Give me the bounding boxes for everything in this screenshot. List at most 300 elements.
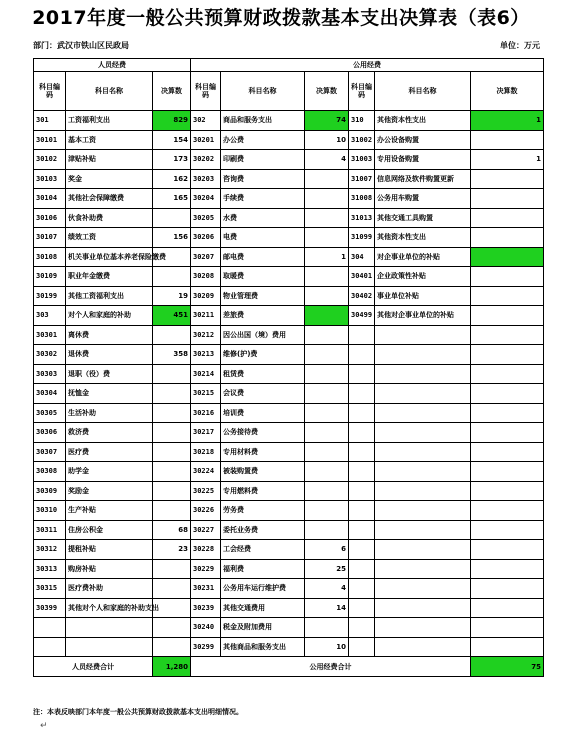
cell-amount xyxy=(153,442,191,462)
header-code: 科目编码 xyxy=(191,72,221,111)
cell-code xyxy=(349,520,375,540)
cell-code: 302 xyxy=(191,111,221,131)
cell-name: 工会经费 xyxy=(221,540,305,560)
cell-code xyxy=(349,462,375,482)
cell-code xyxy=(349,325,375,345)
cell-amount: 10 xyxy=(305,637,349,657)
cell-code: 30214 xyxy=(191,364,221,384)
public-total-value: 75 xyxy=(471,657,544,677)
footnote: 注：本表反映部门本年度一般公共预算财政拨款基本支出明细情况。 xyxy=(33,708,243,716)
cell-code: 30311 xyxy=(34,520,66,540)
cell-name: 退职（役）费 xyxy=(66,364,153,384)
cell-name: 被装购置费 xyxy=(221,462,305,482)
cell-code: 30308 xyxy=(34,462,66,482)
cell-amount xyxy=(471,403,544,423)
cell-amount xyxy=(305,325,349,345)
cell-code: 30199 xyxy=(34,286,66,306)
cell-name: 其他工资福利支出 xyxy=(66,286,153,306)
cell-code: 30217 xyxy=(191,423,221,443)
cell-name: 其他对个人和家庭的补助支出 xyxy=(66,598,153,618)
cell-name: 对企事业单位的补贴 xyxy=(375,247,471,267)
cell-code: 31003 xyxy=(349,150,375,170)
cell-name xyxy=(375,462,471,482)
cell-code xyxy=(349,423,375,443)
cell-code: 304 xyxy=(349,247,375,267)
cell-amount xyxy=(305,208,349,228)
cell-name: 提租补贴 xyxy=(66,540,153,560)
cell-amount xyxy=(153,481,191,501)
cell-name: 办公费 xyxy=(221,130,305,150)
cell-name xyxy=(375,637,471,657)
cell-name: 企业政策性补贴 xyxy=(375,267,471,287)
cell-amount xyxy=(305,267,349,287)
cell-name: 奖励金 xyxy=(66,481,153,501)
cell-amount: 1 xyxy=(305,247,349,267)
cell-code: 30299 xyxy=(191,637,221,657)
cell-name: 专用燃料费 xyxy=(221,481,305,501)
cell-amount xyxy=(305,306,349,326)
table-row xyxy=(34,384,544,404)
header-amount: 决算数 xyxy=(305,72,349,111)
cell-amount xyxy=(153,462,191,482)
cell-name: 印刷费 xyxy=(221,150,305,170)
cell-name xyxy=(375,520,471,540)
cell-amount xyxy=(153,618,191,638)
cell-name: 其他社会保障缴费 xyxy=(66,189,153,209)
cell-amount xyxy=(471,481,544,501)
totals-row xyxy=(34,657,544,677)
cell-amount: 829 xyxy=(153,111,191,131)
cell-code: 30402 xyxy=(349,286,375,306)
cell-name: 商品和服务支出 xyxy=(221,111,305,131)
cell-code: 30302 xyxy=(34,345,66,365)
cell-amount xyxy=(471,306,544,326)
cell-amount xyxy=(471,598,544,618)
section-header-row xyxy=(34,59,544,72)
cell-code xyxy=(349,559,375,579)
cell-code: 31099 xyxy=(349,228,375,248)
cell-name: 助学金 xyxy=(66,462,153,482)
cell-code: 30218 xyxy=(191,442,221,462)
cell-name: 伙食补助费 xyxy=(66,208,153,228)
cell-name: 公务用车购置 xyxy=(375,189,471,209)
cell-code: 30104 xyxy=(34,189,66,209)
cell-code: 30209 xyxy=(191,286,221,306)
cell-name xyxy=(375,481,471,501)
cell-amount xyxy=(153,384,191,404)
cell-name: 邮电费 xyxy=(221,247,305,267)
cell-name: 机关事业单位基本养老保险缴费 xyxy=(66,247,153,267)
cell-amount xyxy=(305,462,349,482)
cell-name xyxy=(66,637,153,657)
cell-code xyxy=(349,501,375,521)
cell-amount xyxy=(305,169,349,189)
personnel-total-label: 人员经费合计 xyxy=(34,657,153,677)
cell-code: 30101 xyxy=(34,130,66,150)
cell-name: 津贴补贴 xyxy=(66,150,153,170)
cell-code xyxy=(349,403,375,423)
cell-name: 信息网络及软件购置更新 xyxy=(375,169,471,189)
table-row xyxy=(34,559,544,579)
paragraph-mark: ↵ xyxy=(40,721,48,731)
cell-code xyxy=(34,618,66,638)
header-name: 科目名称 xyxy=(221,72,305,111)
cell-code: 30313 xyxy=(34,559,66,579)
table-row xyxy=(34,364,544,384)
cell-code: 30212 xyxy=(191,325,221,345)
cell-code: 30229 xyxy=(191,559,221,579)
cell-code: 30303 xyxy=(34,364,66,384)
cell-name: 奖金 xyxy=(66,169,153,189)
cell-name xyxy=(375,325,471,345)
cell-amount xyxy=(471,364,544,384)
cell-amount xyxy=(305,403,349,423)
cell-name: 手续费 xyxy=(221,189,305,209)
cell-amount: 68 xyxy=(153,520,191,540)
cell-name: 公务接待费 xyxy=(221,423,305,443)
table-row xyxy=(34,306,544,326)
table-row xyxy=(34,208,544,228)
cell-name: 福利费 xyxy=(221,559,305,579)
cell-code: 30205 xyxy=(191,208,221,228)
cell-amount xyxy=(471,423,544,443)
table-row xyxy=(34,325,544,345)
expenditure-table xyxy=(33,58,544,677)
table-row xyxy=(34,286,544,306)
cell-amount xyxy=(153,501,191,521)
table-row xyxy=(34,598,544,618)
table-row xyxy=(34,637,544,657)
cell-name: 办公设备购置 xyxy=(375,130,471,150)
cell-amount xyxy=(471,579,544,599)
cell-code xyxy=(349,598,375,618)
cell-name: 生产补贴 xyxy=(66,501,153,521)
table-row xyxy=(34,228,544,248)
cell-code: 30203 xyxy=(191,169,221,189)
cell-code xyxy=(349,579,375,599)
cell-name xyxy=(375,423,471,443)
cell-amount xyxy=(471,618,544,638)
department-label: 部门：武汉市铁山区民政局 xyxy=(33,41,129,50)
cell-code: 30309 xyxy=(34,481,66,501)
cell-name: 水费 xyxy=(221,208,305,228)
cell-name: 事业单位补贴 xyxy=(375,286,471,306)
table-row xyxy=(34,481,544,501)
page-title: 2017年度一般公共预算财政拨款基本支出决算表（表6） xyxy=(32,7,530,29)
cell-name: 住房公积金 xyxy=(66,520,153,540)
cell-amount xyxy=(471,442,544,462)
cell-code: 30499 xyxy=(349,306,375,326)
cell-amount: 156 xyxy=(153,228,191,248)
cell-amount xyxy=(471,637,544,657)
cell-code: 31013 xyxy=(349,208,375,228)
table-row xyxy=(34,169,544,189)
cell-name xyxy=(375,598,471,618)
cell-name xyxy=(375,618,471,638)
cell-code: 30399 xyxy=(34,598,66,618)
cell-amount xyxy=(471,267,544,287)
cell-amount xyxy=(153,403,191,423)
cell-amount: 74 xyxy=(305,111,349,131)
cell-code: 30301 xyxy=(34,325,66,345)
cell-name xyxy=(375,540,471,560)
cell-code: 30227 xyxy=(191,520,221,540)
table-row xyxy=(34,403,544,423)
cell-code: 30228 xyxy=(191,540,221,560)
cell-name: 工资福利支出 xyxy=(66,111,153,131)
cell-amount xyxy=(305,442,349,462)
cell-name: 其他交通工具购置 xyxy=(375,208,471,228)
cell-amount xyxy=(305,423,349,443)
cell-code: 30304 xyxy=(34,384,66,404)
cell-code: 30305 xyxy=(34,403,66,423)
cell-amount xyxy=(471,247,544,267)
cell-code: 30315 xyxy=(34,579,66,599)
cell-code: 30208 xyxy=(191,267,221,287)
header-name: 科目名称 xyxy=(375,72,471,111)
cell-name: 会议费 xyxy=(221,384,305,404)
cell-name xyxy=(375,403,471,423)
cell-code: 30226 xyxy=(191,501,221,521)
cell-code xyxy=(349,364,375,384)
table-row xyxy=(34,520,544,540)
table-row xyxy=(34,540,544,560)
cell-code: 30310 xyxy=(34,501,66,521)
cell-amount xyxy=(153,559,191,579)
personnel-total-value: 1,280 xyxy=(153,657,191,677)
cell-code: 30401 xyxy=(349,267,375,287)
cell-amount xyxy=(471,208,544,228)
table-row xyxy=(34,618,544,638)
cell-name: 专用材料费 xyxy=(221,442,305,462)
cell-name: 因公出国（境）费用 xyxy=(221,325,305,345)
cell-code: 30207 xyxy=(191,247,221,267)
cell-code: 31008 xyxy=(349,189,375,209)
cell-code: 30213 xyxy=(191,345,221,365)
cell-amount xyxy=(305,520,349,540)
cell-amount xyxy=(305,364,349,384)
cell-amount: 23 xyxy=(153,540,191,560)
cell-code: 30239 xyxy=(191,598,221,618)
cell-code: 30109 xyxy=(34,267,66,287)
cell-amount xyxy=(305,189,349,209)
cell-code: 30204 xyxy=(191,189,221,209)
table-row xyxy=(34,442,544,462)
cell-name: 生活补助 xyxy=(66,403,153,423)
cell-code xyxy=(349,345,375,365)
cell-name: 培训费 xyxy=(221,403,305,423)
cell-code: 30216 xyxy=(191,403,221,423)
cell-code: 310 xyxy=(349,111,375,131)
section-public: 公用经费 xyxy=(191,59,544,72)
cell-name: 租赁费 xyxy=(221,364,305,384)
cell-amount xyxy=(471,384,544,404)
cell-name: 职业年金缴费 xyxy=(66,267,153,287)
cell-name xyxy=(375,442,471,462)
cell-amount xyxy=(305,228,349,248)
cell-name: 基本工资 xyxy=(66,130,153,150)
cell-code: 30206 xyxy=(191,228,221,248)
header-amount: 决算数 xyxy=(471,72,544,111)
cell-name: 电费 xyxy=(221,228,305,248)
header-code: 科目编码 xyxy=(34,72,66,111)
cell-code: 30312 xyxy=(34,540,66,560)
cell-amount: 14 xyxy=(305,598,349,618)
cell-code xyxy=(349,384,375,404)
table-row xyxy=(34,130,544,150)
header-code: 科目编码 xyxy=(349,72,375,111)
table-row xyxy=(34,423,544,443)
cell-code: 30108 xyxy=(34,247,66,267)
cell-amount xyxy=(471,559,544,579)
cell-amount xyxy=(471,325,544,345)
cell-name: 劳务费 xyxy=(221,501,305,521)
cell-name: 公务用车运行维护费 xyxy=(221,579,305,599)
cell-code: 30106 xyxy=(34,208,66,228)
cell-amount: 451 xyxy=(153,306,191,326)
table-row xyxy=(34,247,544,267)
cell-name xyxy=(375,345,471,365)
cell-name xyxy=(375,364,471,384)
section-personnel: 人员经费 xyxy=(34,59,191,72)
cell-amount xyxy=(471,520,544,540)
cell-code: 31007 xyxy=(349,169,375,189)
column-header-row xyxy=(34,72,544,111)
cell-amount xyxy=(305,618,349,638)
cell-amount xyxy=(305,345,349,365)
cell-code: 301 xyxy=(34,111,66,131)
cell-code: 30215 xyxy=(191,384,221,404)
cell-amount: 25 xyxy=(305,559,349,579)
cell-amount: 165 xyxy=(153,189,191,209)
cell-name: 医疗费补助 xyxy=(66,579,153,599)
cell-amount: 173 xyxy=(153,150,191,170)
cell-code: 30240 xyxy=(191,618,221,638)
cell-code: 30107 xyxy=(34,228,66,248)
cell-amount xyxy=(305,384,349,404)
cell-name xyxy=(375,559,471,579)
cell-name: 对个人和家庭的补助 xyxy=(66,306,153,326)
cell-amount xyxy=(153,637,191,657)
cell-amount: 10 xyxy=(305,130,349,150)
cell-code xyxy=(349,442,375,462)
cell-code: 30306 xyxy=(34,423,66,443)
cell-name: 其他对企事业单位的补贴 xyxy=(375,306,471,326)
cell-amount xyxy=(305,501,349,521)
cell-name: 咨询费 xyxy=(221,169,305,189)
cell-amount xyxy=(153,579,191,599)
cell-name: 其他交通费用 xyxy=(221,598,305,618)
cell-amount: 4 xyxy=(305,579,349,599)
cell-name: 抚恤金 xyxy=(66,384,153,404)
cell-amount xyxy=(471,189,544,209)
cell-amount: 1 xyxy=(471,111,544,131)
cell-code: 303 xyxy=(34,306,66,326)
cell-code xyxy=(34,637,66,657)
table-row xyxy=(34,267,544,287)
cell-name: 退休费 xyxy=(66,345,153,365)
cell-name: 购房补贴 xyxy=(66,559,153,579)
cell-amount xyxy=(153,423,191,443)
cell-amount xyxy=(471,169,544,189)
cell-amount xyxy=(153,208,191,228)
header-amount: 决算数 xyxy=(153,72,191,111)
table-row xyxy=(34,150,544,170)
cell-name xyxy=(375,384,471,404)
cell-code: 30225 xyxy=(191,481,221,501)
public-total-label: 公用经费合计 xyxy=(191,657,471,677)
cell-name: 专用设备购置 xyxy=(375,150,471,170)
cell-amount xyxy=(305,286,349,306)
cell-name: 其他资本性支出 xyxy=(375,111,471,131)
cell-code: 30103 xyxy=(34,169,66,189)
cell-amount xyxy=(471,286,544,306)
cell-name xyxy=(375,579,471,599)
cell-code: 30102 xyxy=(34,150,66,170)
cell-code: 30201 xyxy=(191,130,221,150)
table-row xyxy=(34,501,544,521)
cell-amount: 154 xyxy=(153,130,191,150)
cell-amount xyxy=(471,228,544,248)
table-row xyxy=(34,111,544,131)
cell-code: 30224 xyxy=(191,462,221,482)
cell-amount: 358 xyxy=(153,345,191,365)
cell-amount xyxy=(471,130,544,150)
cell-name: 维修(护)费 xyxy=(221,345,305,365)
cell-code: 30307 xyxy=(34,442,66,462)
cell-amount xyxy=(153,267,191,287)
cell-amount xyxy=(305,481,349,501)
cell-amount xyxy=(471,501,544,521)
cell-code: 30231 xyxy=(191,579,221,599)
cell-name: 税金及附加费用 xyxy=(221,618,305,638)
cell-code: 30211 xyxy=(191,306,221,326)
cell-amount xyxy=(153,325,191,345)
cell-name: 离休费 xyxy=(66,325,153,345)
cell-name: 委托业务费 xyxy=(221,520,305,540)
cell-name: 其他资本性支出 xyxy=(375,228,471,248)
cell-amount xyxy=(471,540,544,560)
cell-name: 医疗费 xyxy=(66,442,153,462)
cell-name: 差旅费 xyxy=(221,306,305,326)
cell-name: 取暖费 xyxy=(221,267,305,287)
table-row xyxy=(34,462,544,482)
cell-code: 30202 xyxy=(191,150,221,170)
cell-amount: 6 xyxy=(305,540,349,560)
cell-amount: 1 xyxy=(471,150,544,170)
cell-name xyxy=(375,501,471,521)
cell-amount: 162 xyxy=(153,169,191,189)
cell-code xyxy=(349,637,375,657)
cell-code: 31002 xyxy=(349,130,375,150)
cell-name: 绩效工资 xyxy=(66,228,153,248)
cell-code xyxy=(349,540,375,560)
cell-amount: 19 xyxy=(153,286,191,306)
header-name: 科目名称 xyxy=(66,72,153,111)
cell-code xyxy=(349,481,375,501)
table-row xyxy=(34,345,544,365)
cell-amount: 4 xyxy=(305,150,349,170)
cell-amount xyxy=(471,345,544,365)
cell-amount xyxy=(153,364,191,384)
cell-name: 其他商品和服务支出 xyxy=(221,637,305,657)
cell-amount xyxy=(471,462,544,482)
cell-name: 物业管理费 xyxy=(221,286,305,306)
cell-name xyxy=(66,618,153,638)
table-row xyxy=(34,579,544,599)
cell-name: 救济费 xyxy=(66,423,153,443)
unit-label: 单位：万元 xyxy=(500,41,540,50)
